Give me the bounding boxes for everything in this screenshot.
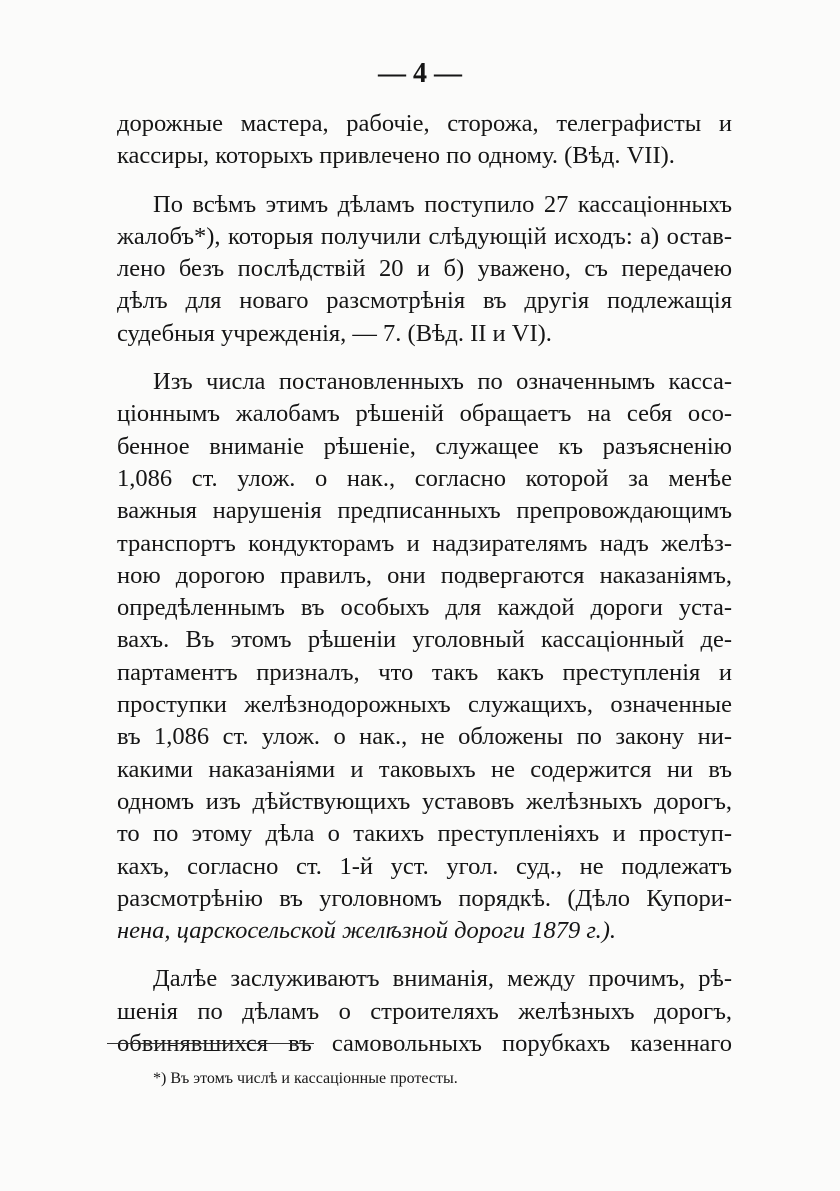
text-line: 1,086 ст. улож. о нак., согласно которой за менѣе (117, 464, 732, 492)
text-line: вахъ. Въ этомъ рѣшеніи уголовный кассаціонный де- (117, 626, 732, 654)
text-line: въ 1,086 ст. улож. о нак., не обложены по закону ни- (117, 723, 732, 751)
text-line: партаментъ призналъ, что такъ какъ преступленія и (117, 658, 732, 686)
text-line: обвинявшихся въ самовольныхъ порубкахъ казеннаго (117, 1030, 732, 1058)
text-line: ною дорогою правилъ, они подвергаются наказаніямъ, (117, 561, 732, 589)
text-line: то по этому дѣла о такихъ преступленіяхъ и проступ- (117, 820, 732, 848)
text-line: кассиры, которыхъ привлечено по одному. (Вѣд. VII). (117, 142, 675, 170)
text-line: кахъ, согласно ст. 1-й уст. угол. суд., не подлежатъ (117, 852, 732, 880)
text-line: бенное вниманіе рѣшеніе, служащее къ разъясненію (117, 432, 732, 460)
text-line: Изъ числа постановленныхъ по означеннымъ касса- (153, 368, 732, 396)
text-line: Далѣе заслуживаютъ вниманія, между прочимъ, рѣ- (153, 965, 732, 993)
footnote-divider (107, 1043, 314, 1044)
body-text (117, 108, 732, 1060)
text-line: дорожные мастера, рабочіе, сторожа, телеграфисты и (117, 110, 732, 137)
text-line: проступки желѣзнодорожныхъ служащихъ, означенные (117, 691, 732, 719)
text-line: какими наказаніями и таковыхъ не содержится ни въ (117, 755, 732, 783)
text-line-citation: нена, царскосельской желѣзной дороги 1879 г.). (117, 917, 616, 945)
text-line: По всѣмъ этимъ дѣламъ поступило 27 кассаціонныхъ (153, 190, 732, 218)
text-line: судебныя учрежденія, — 7. (Вѣд. II и VI). (117, 319, 552, 347)
footnote: *) Въ этомъ числѣ и кассаціонные протесты. (153, 1070, 458, 1087)
text-line-with-citation: разсмотрѣнію въ уголовномъ порядкѣ. (Дѣло Купори- (117, 884, 732, 912)
text-line: транспортъ кондукторамъ и надзирателямъ надъ желѣз- (117, 529, 732, 557)
text-line: шенія по дѣламъ о строителяхъ желѣзныхъ дорогъ, (117, 997, 732, 1025)
text-line: ціоннымъ жалобамъ рѣшеній обращаетъ на себя осо- (117, 400, 732, 428)
page-number: — 4 — (378, 58, 462, 89)
text-line: одномъ изъ дѣйствующихъ уставовъ желѣзныхъ дорогъ, (117, 787, 732, 815)
text-line: жалобъ*), которыя получили слѣдующій исходъ: а) остав- (117, 222, 732, 250)
text-line: важныя нарушенія предписанныхъ препровождающимъ (117, 497, 732, 525)
text-line: опредѣленнымъ въ особыхъ для каждой дороги уста- (117, 594, 732, 622)
text-line: лено безъ послѣдствій 20 и б) уважено, съ передачею (117, 255, 732, 283)
text-line: дѣлъ для новаго разсмотрѣнія въ другія подлежащія (117, 287, 732, 315)
